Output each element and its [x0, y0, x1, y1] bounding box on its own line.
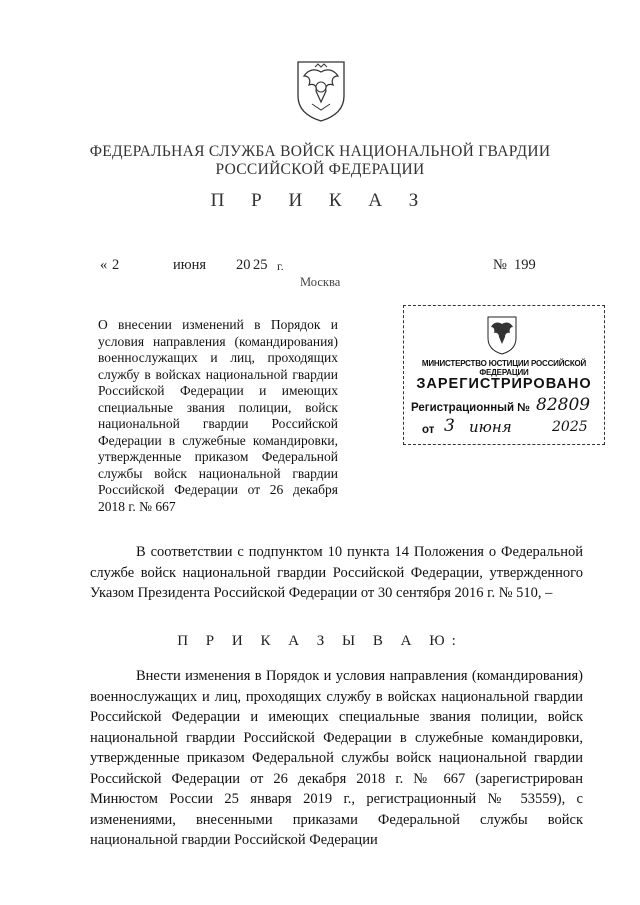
date-year-suffix: 25	[253, 257, 268, 273]
stamp-ministry: МИНИСТЕРСТВО ЮСТИЦИИ РОССИЙСКОЙ ФЕДЕРАЦИИ	[421, 359, 587, 377]
date-month: июня	[173, 257, 207, 273]
date-quote-mark: «	[100, 257, 108, 273]
stamp-from-label: от	[422, 424, 435, 436]
stamp-day: 3	[444, 416, 455, 436]
stamp-year: 2025	[552, 419, 588, 435]
body-paragraph: Внести изменения в Порядок и условия направления (командирования) военнослужащих и лиц, проходящих службу в войсках национальной гвардии Российской Федерации и имеющих специальные звания полиции, войск национальной гвардии Российской Федерации в служебные командировки, утвержденные приказом Федеральной службы войск национальной гвардии Российской Федерации от 26 декабря 2018 г. № 667 (зарегистрирован Минюстом России 25 января 2019 г., регистрационный № 53559), с изменениями, внесенными приказами Федеральной службы войск национальной гвардии Российской Федерации	[90, 668, 583, 848]
agency-name-line1: ФЕДЕРАЛЬНАЯ СЛУЖБА ВОЙСК НАЦИОНАЛЬНОЙ ГВАРДИИ	[89, 143, 551, 160]
stamp-emblem-icon	[484, 314, 520, 356]
stamp-month: июня	[469, 418, 512, 436]
order-subject: О внесении изменений в Порядок и условия направления (командирования) военнослужащих и лиц, проходящих службу в войсках национальной гвардии Российской Федерации и имеющих специальные звания полиции, войск национальной гвардии Российской Федерации в служебные командировки, утвержденные приказом Федеральной службы войск национальной гвардии Российской Федерации от 26 декабря 2018 г. № 667	[98, 317, 338, 514]
coat-of-arms-emblem	[292, 58, 350, 124]
stamp-regnum-value: 82809	[536, 395, 591, 415]
date-year-prefix: 20	[236, 257, 251, 273]
order-title: П Р И К А З	[210, 190, 430, 211]
date-day: 2	[112, 257, 120, 273]
orders-heading: П Р И К А З Ы В А Ю:	[177, 633, 463, 649]
city: Москва	[300, 275, 341, 289]
stamp-registered: ЗАРЕГИСТРИРОВАНО	[416, 376, 592, 392]
basis-paragraph: В соответствии с подпунктом 10 пункта 14 Положения о Федеральной службе войск национальной гвардии Российской Федерации, утвержденного Указом Президента Российской Федерации от 30 сентября 2016 г. № 510, –	[90, 544, 583, 601]
agency-name-line2: РОССИЙСКОЙ ФЕДЕРАЦИИ	[215, 161, 425, 178]
stamp-regnum-label: Регистрационный №	[411, 402, 531, 414]
date-year-abbr: г.	[277, 259, 284, 273]
registration-stamp	[403, 305, 605, 445]
order-number-sign: №	[493, 257, 507, 273]
order-number: 199	[514, 257, 536, 273]
